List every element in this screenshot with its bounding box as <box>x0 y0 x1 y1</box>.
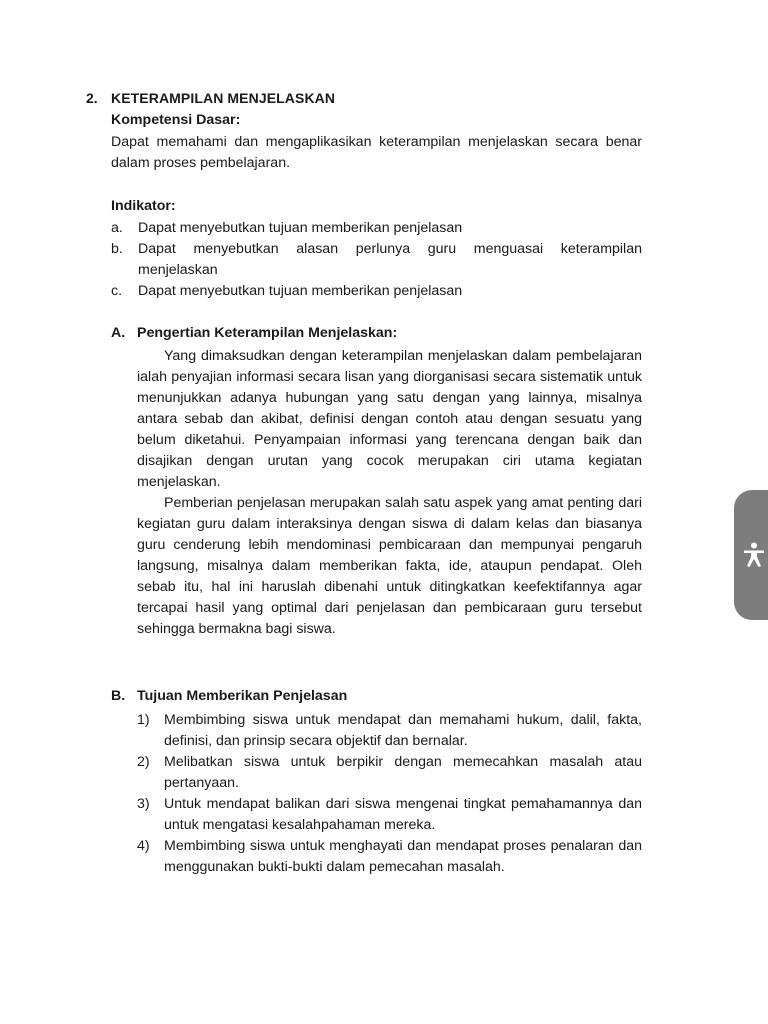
list-item-text: Dapat menyebutkan tujuan memberikan penjelasan <box>138 220 463 236</box>
indikator-list <box>111 218 642 302</box>
indikator-label: Indikator: <box>111 198 176 214</box>
list-marker: c. <box>111 283 123 299</box>
list-marker: b. <box>111 241 123 257</box>
section-b-marker: B. <box>111 688 126 704</box>
list-marker: 4) <box>137 838 150 854</box>
list-item <box>111 218 642 239</box>
list-item-text: Membimbing siswa untuk mendapat dan memahami hukum, dalil, fakta, definisi, dan prinsip secara objektif dan bernalar. <box>164 712 642 749</box>
kompetensi-text: Dapat memahami dan mengaplikasikan keterampilan menjelaskan secara benar dalam proses pembelajaran. <box>111 134 642 171</box>
list-item <box>137 794 642 836</box>
chapter-title: KETERAMPILAN MENJELASKAN <box>111 90 336 106</box>
section-b-list <box>137 710 642 878</box>
list-item-text: Melibatkan siswa untuk berpikir dengan memecahkan masalah atau pertanyaan. <box>164 754 642 791</box>
list-item-text: Dapat menyebutkan alasan perlunya guru menguasai keterampilan menjelaskan <box>138 241 642 278</box>
accessibility-icon <box>743 542 765 568</box>
list-item-text: Untuk mendapat balikan dari siswa mengenai tingkat pemahamannya dan untuk mengatasi kesalahpahaman mereka. <box>164 796 642 833</box>
paragraph: Yang dimaksudkan dengan keterampilan menjelaskan dalam pembelajaran ialah penyajian informasi secara lisan yang diorganisasi secara sistematik untuk menunjukkan adanya hubungan yang satu dengan yang lainnya, misalnya antara sebab dan akibat, definisi dengan contoh atau dengan sesuatu yang belum diketahui. Penyampaian informasi yang terencana dengan baik dan disajikan dengan urutan yang cocok merupakan ciri utama kegiatan menjelaskan. <box>137 348 642 490</box>
section-b-title: Tujuan Memberikan Penjelasan <box>137 688 348 704</box>
list-item <box>111 281 642 302</box>
list-marker: 1) <box>137 712 150 728</box>
section-a-marker: A. <box>111 325 126 341</box>
list-item <box>137 752 642 794</box>
paragraph: Pemberian penjelasan merupakan salah satu aspek yang amat penting dari kegiatan guru dalam interaksinya dengan siswa di dalam kelas dan biasanya guru cenderung lebih mendominasi pembicaraan dan mempunyai pengaruh langsung, misalnya dalam memberikan fakta, ide, ataupun pendapat. Oleh sebab itu, hal ini haruslah dibenahi untuk ditingkatkan keefektifannya agar tercapai hasil yang optimal dari penjelasan dan pembicaraan guru tersebut sehingga bermakna bagi siswa. <box>137 495 642 637</box>
section-a-body <box>137 346 642 640</box>
accessibility-button[interactable] <box>734 490 768 620</box>
list-item <box>137 710 642 752</box>
list-item-text: Dapat menyebutkan tujuan memberikan penjelasan <box>138 283 463 299</box>
list-item-text: Membimbing siswa untuk menghayati dan mendapat proses penalaran dan menggunakan bukti-bukti dalam pemecahan masalah. <box>164 838 642 875</box>
list-marker: 2) <box>137 754 150 770</box>
chapter-number: 2. <box>86 90 98 106</box>
kompetensi-label: Kompetensi Dasar: <box>111 112 241 128</box>
list-item <box>137 836 642 878</box>
list-marker: a. <box>111 220 123 236</box>
list-item <box>111 239 642 281</box>
list-marker: 3) <box>137 796 150 812</box>
section-a-title: Pengertian Keterampilan Menjelaskan: <box>137 325 398 341</box>
